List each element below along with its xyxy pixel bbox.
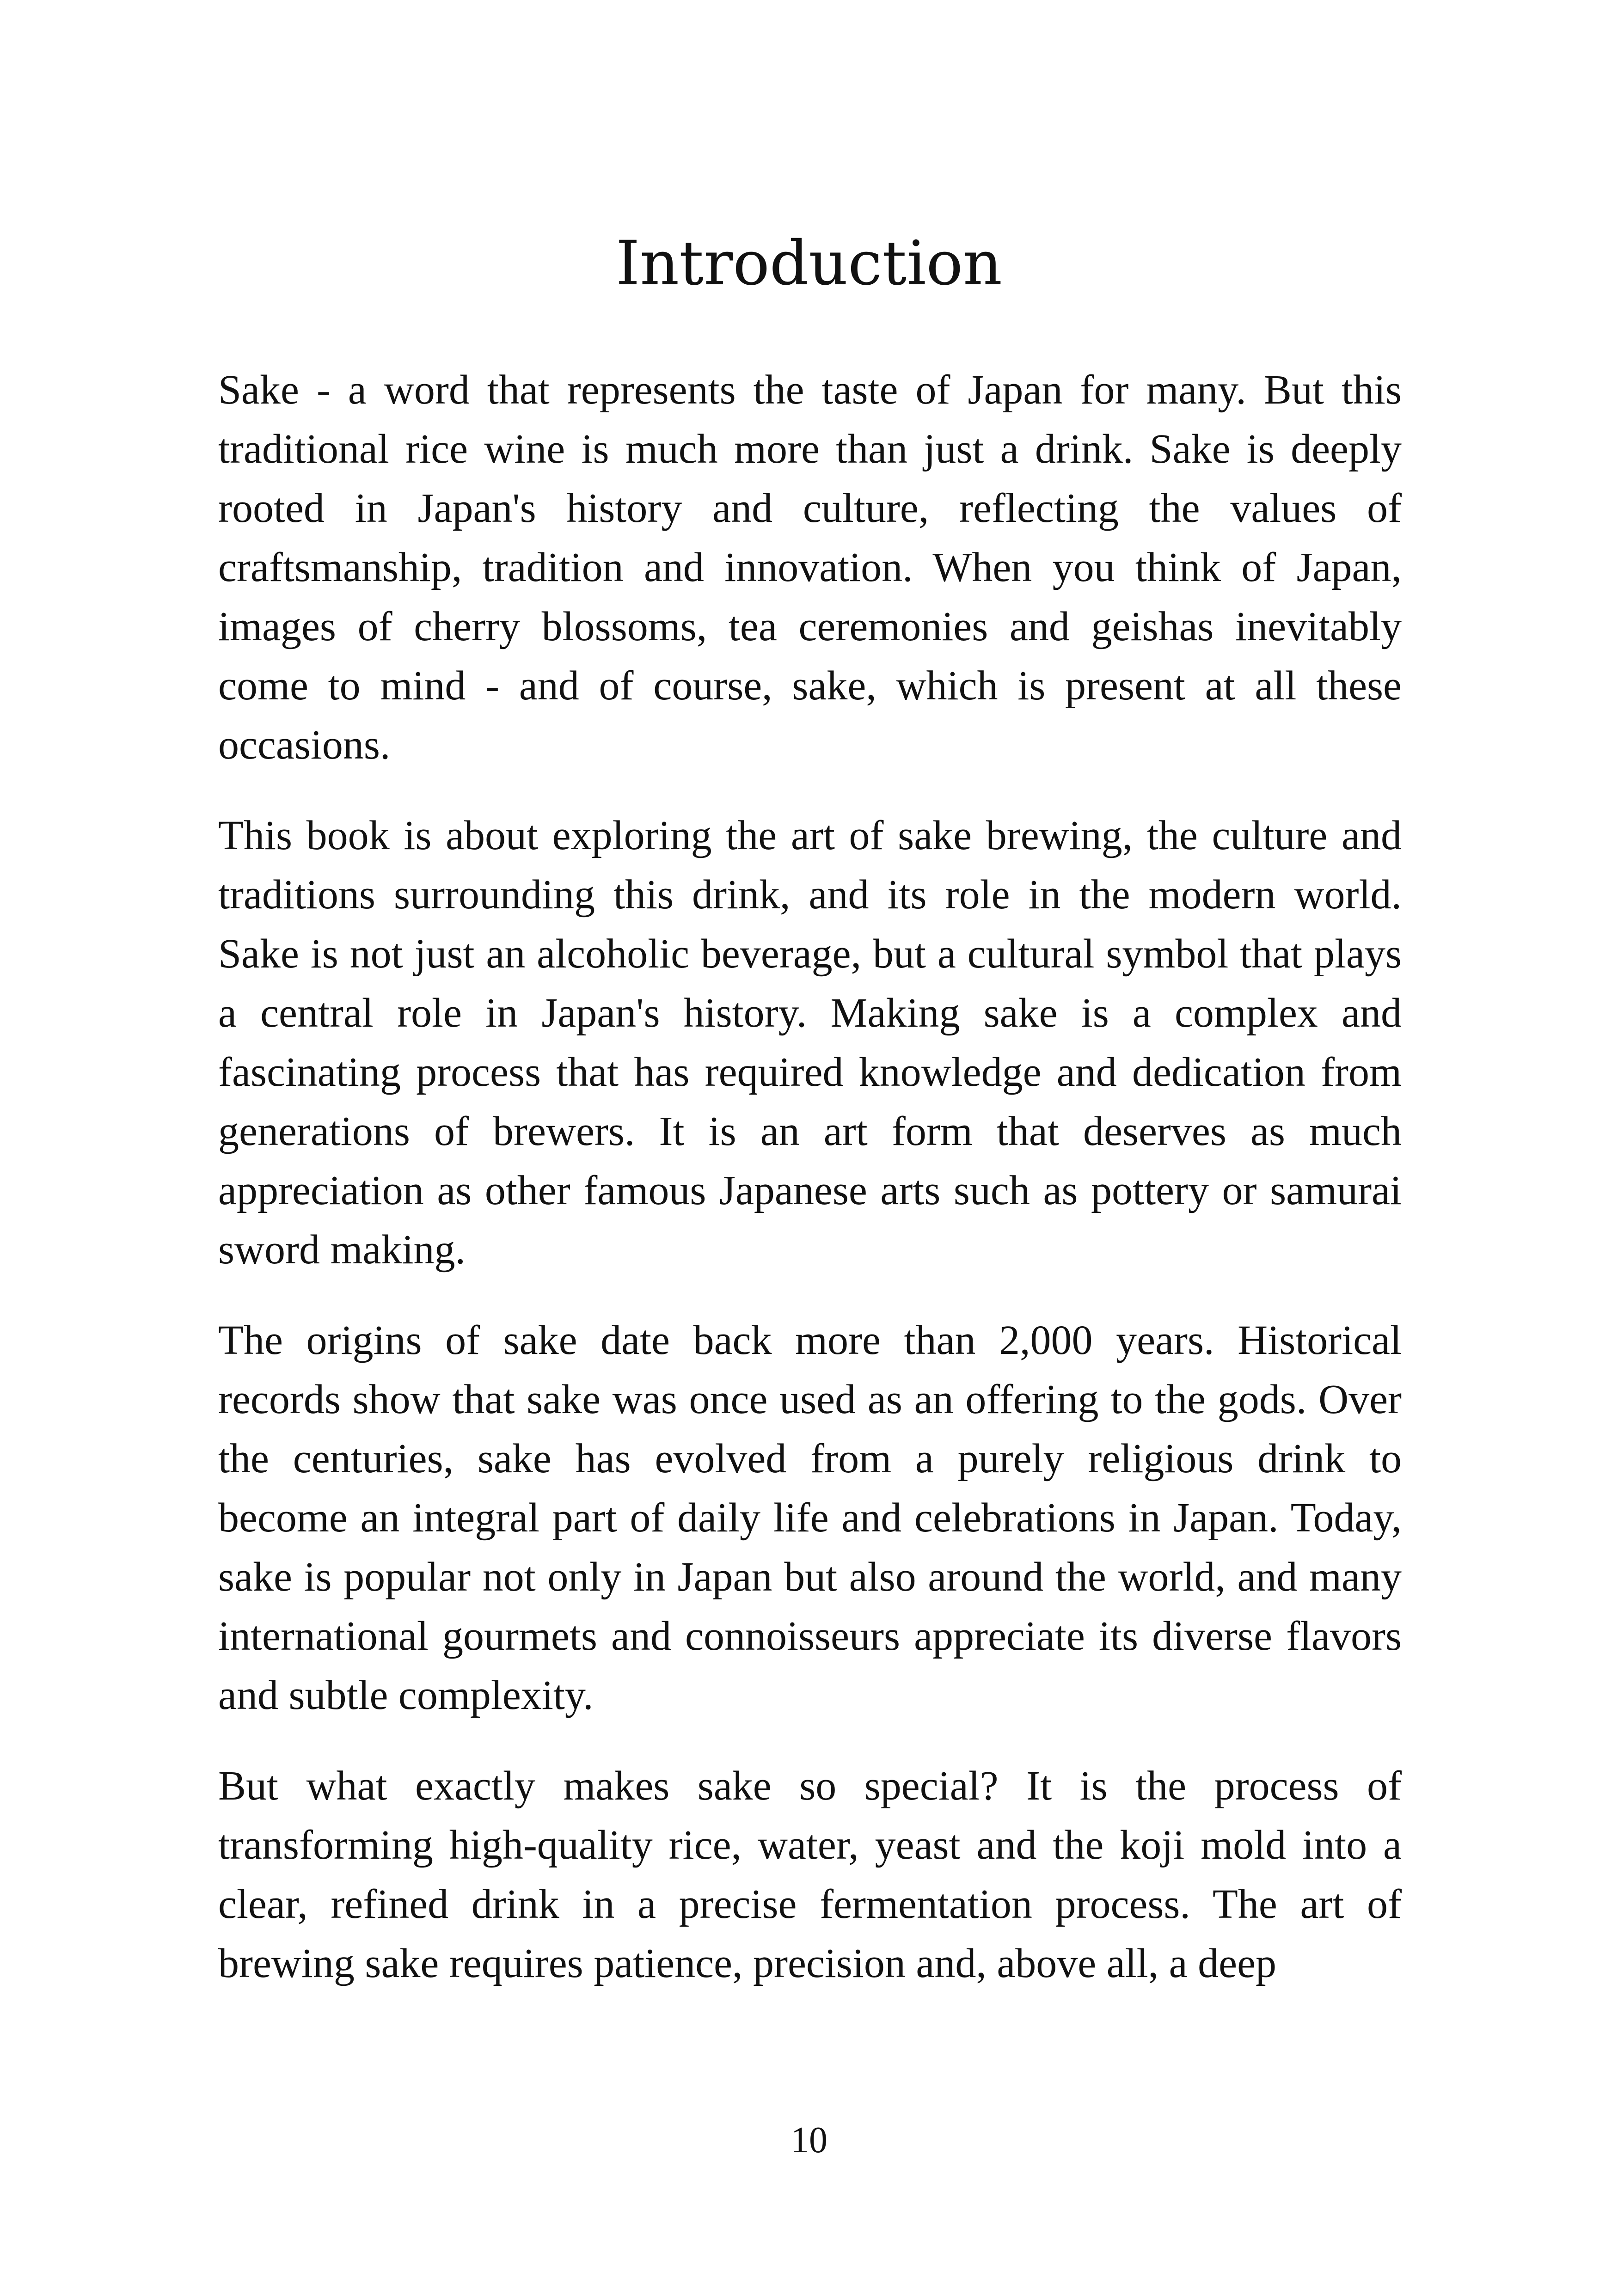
paragraph-3: The origins of sake date back more than 2,000 years. Historical records show that sake was once used as an offering to the gods. Over the centuries, sake has evolved from a purely religious drink to become an integral part of daily life and celebrations in Japan. Today, sake is popular not only in Japan but also around the world, and many international gourmets and connoisseurs appreciate its diverse flavors and subtle complexity.	[218, 1317, 1402, 1718]
paragraph-1: Sake - a word that represents the taste of Japan for many. But this traditional rice wine is much more than just a drink. Sake is deeply rooted in Japan's history and culture, reflecting the values of craftsmanship, tradition and innovation. When you think of Japan, images of cherry blossoms, tea ceremonies and geishas inevitably come to mind - and of course, sake, which is present at all these occasions.	[218, 367, 1402, 768]
chapter-title: Introduction	[616, 228, 1002, 299]
paragraph-2: This book is about exploring the art of sake brewing, the culture and traditions surrounding this drink, and its role in the modern world. Sake is not just an alcoholic beverage, but a cultural symbol that plays a central role in Japan's history. Making sake is a complex and fascinating process that has required knowledge and dedication from generations of brewers. It is an art form that deserves as much appreciation as other famous Japanese arts such as pottery or samurai sword making.	[218, 813, 1402, 1273]
body-text	[218, 361, 1402, 2025]
page-number: 10	[791, 2120, 827, 2161]
paragraph-4: But what exactly makes sake so special? It is the process of transforming high-quality rice, water, yeast and the koji mold into a clear, refined drink in a precise fermentation process. The art of brewing sake requires patience, precision and, above all, a deep	[218, 1763, 1402, 1986]
